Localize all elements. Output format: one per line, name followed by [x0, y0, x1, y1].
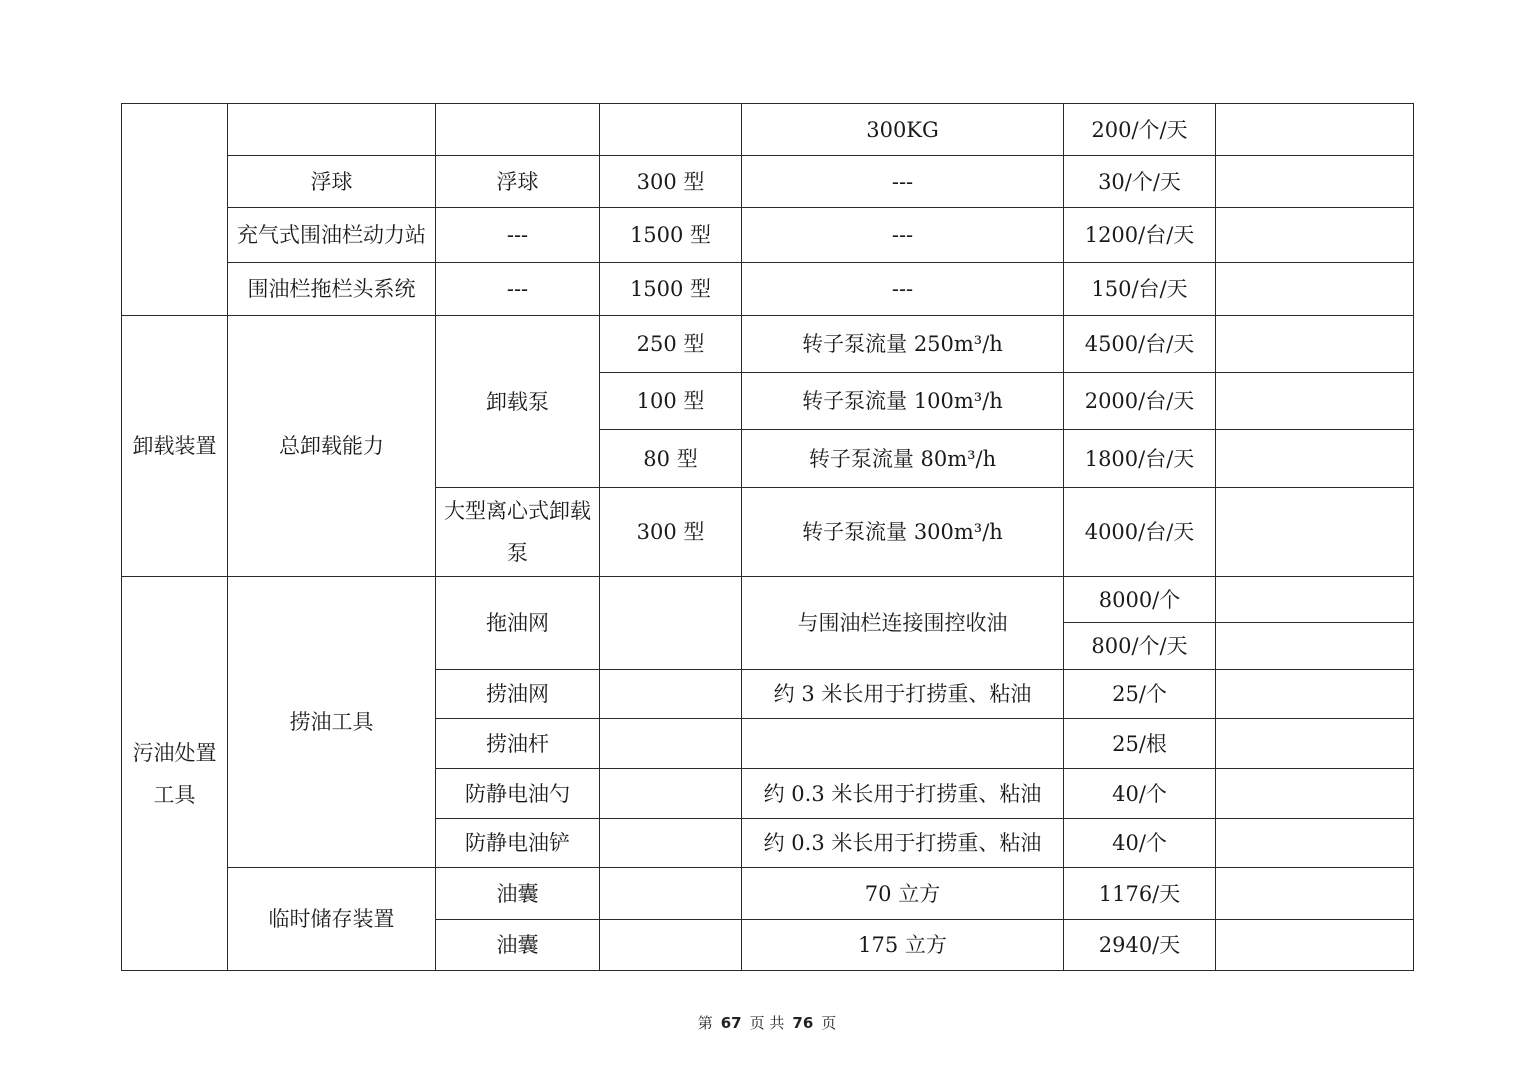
table-cell	[600, 769, 742, 819]
table-cell: 150/台/天	[1064, 263, 1216, 316]
table-cell	[1216, 623, 1414, 670]
table-cell: 25/个	[1064, 670, 1216, 719]
table-cell	[1216, 819, 1414, 868]
table-cell	[1216, 868, 1414, 920]
table-cell: 转子泵流量 250m³/h	[742, 316, 1064, 373]
table-cell	[228, 104, 436, 156]
subcategory-cell: 临时储存装置	[228, 868, 436, 971]
table-cell: 1176/天	[1064, 868, 1216, 920]
table-cell: ---	[436, 208, 600, 263]
page-footer	[0, 1012, 1534, 1033]
table-cell: 25/根	[1064, 719, 1216, 769]
total-pages: 76	[792, 1014, 814, 1032]
table-cell: 2940/天	[1064, 920, 1216, 971]
table-cell	[1216, 104, 1414, 156]
table-cell	[1216, 488, 1414, 577]
table-cell: 4500/台/天	[1064, 316, 1216, 373]
table-cell: 300 型	[600, 156, 742, 208]
table-cell: 1500 型	[600, 208, 742, 263]
table-cell: 8000/个	[1064, 577, 1216, 623]
table-cell: 防静电油勺	[436, 769, 600, 819]
item-cell: 卸载泵	[436, 316, 600, 488]
table-cell: 250 型	[600, 316, 742, 373]
footer-middle: 页 共	[749, 1014, 785, 1032]
footer-prefix: 第	[697, 1014, 713, 1032]
table-cell: 围油栏拖栏头系统	[228, 263, 436, 316]
table-cell: 浮球	[228, 156, 436, 208]
table-cell: 1200/台/天	[1064, 208, 1216, 263]
table-cell	[122, 104, 228, 316]
subcategory-cell: 总卸载能力	[228, 316, 436, 577]
table-cell: 捞油杆	[436, 719, 600, 769]
table-cell	[600, 920, 742, 971]
table-cell: 4000/台/天	[1064, 488, 1216, 577]
table-cell: 防静电油铲	[436, 819, 600, 868]
table-cell	[742, 719, 1064, 769]
table-cell: ---	[742, 208, 1064, 263]
table-cell	[600, 819, 742, 868]
equipment-table	[121, 103, 1414, 971]
table-cell	[1216, 577, 1414, 623]
table-cell: ---	[742, 156, 1064, 208]
table-cell: ---	[436, 263, 600, 316]
table-cell: 与围油栏连接围控收油	[742, 577, 1064, 670]
table-cell	[600, 670, 742, 719]
table-cell: 转子泵流量 100m³/h	[742, 373, 1064, 430]
table-row	[122, 577, 1414, 623]
table-cell: 转子泵流量 300m³/h	[742, 488, 1064, 577]
table-cell	[1216, 920, 1414, 971]
table-cell: 30/个/天	[1064, 156, 1216, 208]
table-cell	[1216, 769, 1414, 819]
table-cell	[1216, 373, 1414, 430]
table-row	[122, 868, 1414, 920]
table-cell: 40/个	[1064, 819, 1216, 868]
table-cell	[1216, 156, 1414, 208]
table-cell: 转子泵流量 80m³/h	[742, 430, 1064, 488]
table-row	[122, 316, 1414, 373]
table-cell	[1216, 430, 1414, 488]
table-cell	[1216, 719, 1414, 769]
table-cell: 200/个/天	[1064, 104, 1216, 156]
table-cell: 约 3 米长用于打捞重、粘油	[742, 670, 1064, 719]
table-cell: ---	[742, 263, 1064, 316]
table-row	[122, 104, 1414, 156]
table-cell	[600, 577, 742, 670]
table-cell	[1216, 670, 1414, 719]
table-cell	[1216, 208, 1414, 263]
table-cell: 约 0.3 米长用于打捞重、粘油	[742, 819, 1064, 868]
table-cell: 2000/台/天	[1064, 373, 1216, 430]
table-cell: 1800/台/天	[1064, 430, 1216, 488]
table-cell	[600, 719, 742, 769]
table-cell	[1216, 316, 1414, 373]
table-cell: 100 型	[600, 373, 742, 430]
table-cell: 浮球	[436, 156, 600, 208]
subcategory-cell: 捞油工具	[228, 577, 436, 868]
footer-suffix: 页	[821, 1014, 837, 1032]
page-number: 67	[720, 1014, 742, 1032]
table-cell	[600, 104, 742, 156]
table-cell: 800/个/天	[1064, 623, 1216, 670]
table-cell: 40/个	[1064, 769, 1216, 819]
item-cell: 拖油网	[436, 577, 600, 670]
table-row	[122, 263, 1414, 316]
table-cell: 约 0.3 米长用于打捞重、粘油	[742, 769, 1064, 819]
table-cell	[436, 104, 600, 156]
table-cell: 80 型	[600, 430, 742, 488]
table-cell	[600, 868, 742, 920]
category-cell: 卸载装置	[122, 316, 228, 577]
category-label: 污油处置工具	[132, 740, 217, 807]
table-cell: 70 立方	[742, 868, 1064, 920]
category-cell	[122, 577, 228, 971]
table-cell: 大型离心式卸载泵	[436, 488, 600, 577]
table-cell: 300 型	[600, 488, 742, 577]
table-cell	[1216, 263, 1414, 316]
table-cell: 1500 型	[600, 263, 742, 316]
table-cell: 捞油网	[436, 670, 600, 719]
table-row	[122, 156, 1414, 208]
table-row	[122, 208, 1414, 263]
table-cell: 油囊	[436, 868, 600, 920]
table-cell: 油囊	[436, 920, 600, 971]
table-cell: 300KG	[742, 104, 1064, 156]
table-cell: 175 立方	[742, 920, 1064, 971]
table-cell: 充气式围油栏动力站	[228, 208, 436, 263]
